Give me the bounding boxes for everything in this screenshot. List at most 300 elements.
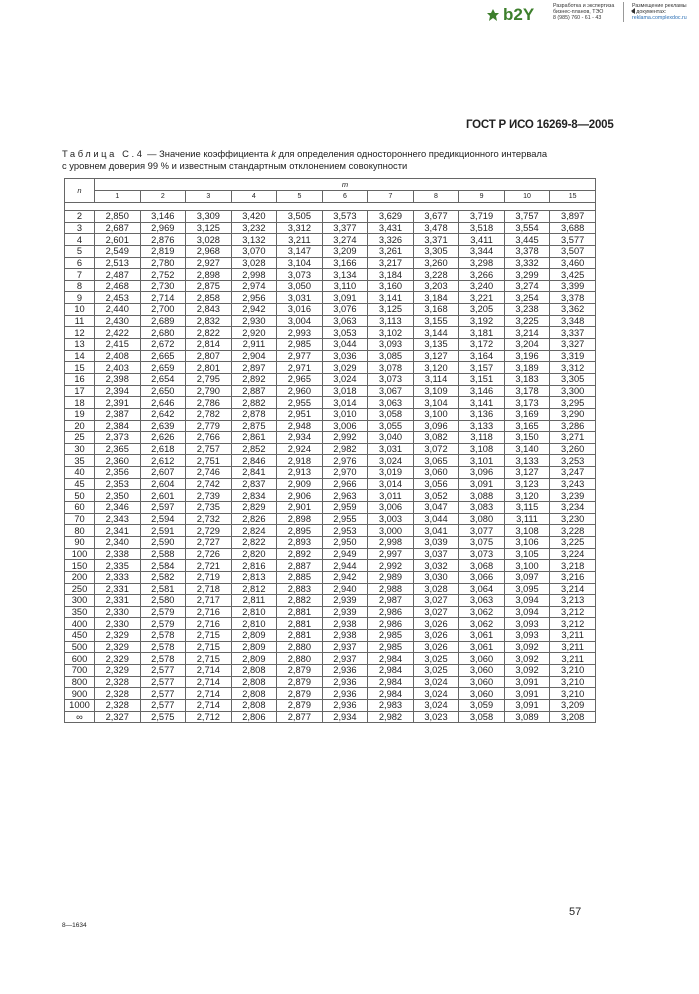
k-value-cell: 2,829: [231, 502, 277, 514]
k-value-cell: 2,898: [186, 269, 232, 281]
k-value-cell: 3,445: [504, 234, 550, 246]
k-value-cell: 2,960: [277, 385, 323, 397]
k-value-cell: 3,261: [368, 245, 414, 257]
k-value-cell: 3,026: [413, 618, 459, 630]
k-value-cell: 3,070: [231, 245, 277, 257]
table-row: [65, 548, 596, 560]
k-value-cell: 2,944: [322, 560, 368, 572]
caption-k: k: [271, 148, 276, 159]
caption-line2: с уровнем доверия 99 % и известным стандартным отклонением совокупности: [62, 159, 408, 171]
k-value-cell: 2,822: [186, 327, 232, 339]
k-value-cell: 3,073: [459, 548, 505, 560]
n-cell: 90: [65, 536, 95, 548]
k-value-cell: 2,822: [231, 536, 277, 548]
k-value-cell: 3,212: [550, 618, 596, 630]
k-value-cell: 3,003: [368, 513, 414, 525]
k-value-cell: 2,832: [186, 315, 232, 327]
k-value-cell: 3,378: [550, 292, 596, 304]
k-value-cell: 2,331: [95, 595, 141, 607]
k-value-cell: 3,108: [504, 525, 550, 537]
table-row: [65, 618, 596, 630]
n-cell: 14: [65, 350, 95, 362]
k-value-cell: 2,422: [95, 327, 141, 339]
k-value-cell: 2,942: [231, 304, 277, 316]
k-value-cell: 2,977: [277, 350, 323, 362]
k-value-cell: 3,629: [368, 211, 414, 223]
k-value-cell: 2,937: [322, 641, 368, 653]
k-value-cell: 2,819: [140, 245, 186, 257]
k-value-cell: 3,505: [277, 211, 323, 223]
k-value-cell: 2,752: [140, 269, 186, 281]
k-value-cell: 2,930: [231, 315, 277, 327]
n-cell: 80: [65, 525, 95, 537]
k-value-cell: 2,732: [186, 513, 232, 525]
table-row: [65, 350, 596, 362]
ad-line: в документах:: [632, 9, 667, 16]
k-value-cell: 3,205: [459, 304, 505, 316]
k-value-cell: 3,113: [368, 315, 414, 327]
k-value-cell: 2,955: [277, 397, 323, 409]
k-value-cell: 2,976: [322, 455, 368, 467]
k-value-cell: 2,384: [95, 420, 141, 432]
k-value-cell: 2,360: [95, 455, 141, 467]
k-value-cell: 3,274: [322, 234, 368, 246]
k-value-cell: 3,028: [231, 257, 277, 269]
k-value-cell: 2,394: [95, 385, 141, 397]
k-value-cell: 2,746: [186, 467, 232, 479]
n-cell: 350: [65, 606, 95, 618]
table-row: [65, 234, 596, 246]
k-value-cell: 3,039: [413, 536, 459, 548]
k-value-cell: 3,677: [413, 211, 459, 223]
k-value-cell: 3,063: [368, 397, 414, 409]
k-value-cell: 2,920: [231, 327, 277, 339]
k-value-cell: 2,936: [322, 688, 368, 700]
n-cell: 13: [65, 339, 95, 351]
k-value-cell: 2,639: [140, 420, 186, 432]
k-value-cell: 2,808: [231, 676, 277, 688]
k-value-cell: 2,955: [322, 513, 368, 525]
logo-text: b2Y: [503, 5, 535, 24]
n-cell: 25: [65, 432, 95, 444]
table-row: [65, 653, 596, 665]
k-value-cell: 3,089: [504, 711, 550, 723]
k-value-cell: 2,809: [231, 641, 277, 653]
b2y-logo[interactable]: [486, 5, 534, 25]
k-value-cell: 3,305: [413, 245, 459, 257]
k-value-cell: 3,010: [322, 408, 368, 420]
k-value-cell: 3,178: [504, 385, 550, 397]
k-value-cell: 3,239: [550, 490, 596, 502]
n-cell: 11: [65, 315, 95, 327]
k-value-cell: 2,948: [277, 420, 323, 432]
k-value-cell: 2,810: [231, 618, 277, 630]
n-cell: 6: [65, 257, 95, 269]
k-value-cell: 2,846: [231, 455, 277, 467]
k-value-cell: 3,025: [413, 653, 459, 665]
k-value-cell: 3,140: [504, 443, 550, 455]
table-row: [65, 420, 596, 432]
table-row: [65, 443, 596, 455]
k-value-cell: 2,885: [277, 571, 323, 583]
k-value-cell: 3,897: [550, 211, 596, 223]
k-value-cell: 2,801: [186, 362, 232, 374]
table-row: [65, 699, 596, 711]
k-value-cell: 3,014: [322, 397, 368, 409]
k-value-cell: 3,108: [459, 443, 505, 455]
n-header: n: [65, 179, 95, 203]
k-value-cell: 3,210: [550, 676, 596, 688]
k-value-cell: 3,024: [368, 455, 414, 467]
k-value-cell: 2,714: [186, 699, 232, 711]
caption-label: Таблица С.4: [62, 148, 145, 159]
k-value-cell: 3,092: [504, 641, 550, 653]
n-cell: 10: [65, 304, 95, 316]
k-value-cell: 2,809: [231, 653, 277, 665]
k-value-cell: 2,591: [140, 525, 186, 537]
k-value-cell: 2,939: [322, 606, 368, 618]
k-value-cell: 3,052: [413, 490, 459, 502]
k-value-cell: 3,337: [550, 327, 596, 339]
k-value-cell: 3,076: [322, 304, 368, 316]
k-value-cell: 3,101: [459, 455, 505, 467]
k-value-cell: 2,726: [186, 548, 232, 560]
k-value-cell: 3,266: [459, 269, 505, 281]
k-value-cell: 3,218: [550, 560, 596, 572]
k-value-cell: 2,881: [277, 630, 323, 642]
k-value-cell: 2,918: [277, 455, 323, 467]
k-value-cell: 3,091: [459, 478, 505, 490]
k-value-cell: 2,809: [231, 630, 277, 642]
k-value-cell: 2,727: [186, 536, 232, 548]
k-value-cell: 3,230: [550, 513, 596, 525]
k-value-cell: 3,184: [368, 269, 414, 281]
k-value-cell: 2,956: [231, 292, 277, 304]
k-value-cell: 2,646: [140, 397, 186, 409]
table-row: [65, 257, 596, 269]
k-value-cell: 2,968: [186, 245, 232, 257]
k-value-cell: 2,665: [140, 350, 186, 362]
k-value-cell: 2,329: [95, 641, 141, 653]
k-value-cell: 2,911: [231, 339, 277, 351]
k-value-cell: 3,102: [368, 327, 414, 339]
k-value-cell: 2,901: [277, 502, 323, 514]
k-value-cell: 2,882: [277, 595, 323, 607]
table-row: [65, 664, 596, 676]
m-value-header: 15: [550, 191, 596, 203]
k-value-cell: 3,168: [413, 304, 459, 316]
k-value-cell: 2,965: [277, 373, 323, 385]
m-value-header: 2: [140, 191, 186, 203]
k-value-cell: 2,365: [95, 443, 141, 455]
k-value-cell: 3,211: [550, 630, 596, 642]
k-value-cell: 2,642: [140, 408, 186, 420]
k-value-cell: 2,879: [277, 664, 323, 676]
k-value-cell: 2,986: [368, 618, 414, 630]
k-value-cell: 3,031: [277, 292, 323, 304]
k-value-cell: 3,031: [368, 443, 414, 455]
k-value-cell: 2,468: [95, 280, 141, 292]
k-value-cell: 3,146: [459, 385, 505, 397]
k-value-cell: 3,166: [322, 257, 368, 269]
k-value-cell: 2,897: [231, 362, 277, 374]
k-value-cell: 3,024: [413, 688, 459, 700]
k-value-cell: 2,350: [95, 490, 141, 502]
k-value-cell: 2,834: [231, 490, 277, 502]
k-value-cell: 3,085: [368, 350, 414, 362]
k-value-cell: 3,169: [504, 408, 550, 420]
ad-line: бизнес-планов, ТЭО: [553, 9, 604, 16]
table-row: [65, 432, 596, 444]
k-value-cell: 2,582: [140, 571, 186, 583]
k-value-cell: 2,989: [368, 571, 414, 583]
k-value-cell: 3,189: [504, 362, 550, 374]
ad-line: 8 (985) 760 - 61 - 43: [553, 15, 602, 22]
k-value-cell: 3,136: [459, 408, 505, 420]
k-value-cell: 3,157: [459, 362, 505, 374]
k-value-cell: 2,814: [186, 339, 232, 351]
n-cell: 16: [65, 373, 95, 385]
k-value-cell: 3,088: [459, 490, 505, 502]
k-value-cell: 2,837: [231, 478, 277, 490]
k-value-cell: 2,601: [140, 490, 186, 502]
k-value-cell: 3,024: [322, 373, 368, 385]
k-value-cell: 2,580: [140, 595, 186, 607]
m-value-header: 10: [504, 191, 550, 203]
k-value-cell: 3,298: [459, 257, 505, 269]
k-value-cell: 2,594: [140, 513, 186, 525]
k-value-cell: 2,998: [368, 536, 414, 548]
k-value-cell: 3,068: [459, 560, 505, 572]
k-value-cell: 3,028: [413, 583, 459, 595]
k-value-cell: 3,260: [413, 257, 459, 269]
k-value-cell: 2,992: [322, 432, 368, 444]
k-value-cell: 3,073: [368, 373, 414, 385]
table-row: [65, 245, 596, 257]
k-value-cell: 3,344: [459, 245, 505, 257]
table-row: [65, 385, 596, 397]
k-value-cell: 3,377: [322, 222, 368, 234]
k-value-cell: 2,934: [277, 432, 323, 444]
k-value-cell: 3,111: [504, 513, 550, 525]
k-value-cell: 3,072: [413, 443, 459, 455]
k-value-cell: 3,300: [550, 385, 596, 397]
table-row: [65, 269, 596, 281]
k-value-cell: 2,963: [322, 490, 368, 502]
k-value-cell: 2,988: [368, 583, 414, 595]
k-value-cell: 2,892: [231, 373, 277, 385]
k-value-cell: 3,290: [550, 408, 596, 420]
table-body: [65, 211, 596, 723]
k-value-cell: 2,607: [140, 467, 186, 479]
k-value-cell: 2,966: [322, 478, 368, 490]
k-value-cell: 2,858: [186, 292, 232, 304]
k-value-cell: 3,030: [413, 571, 459, 583]
k-value-cell: 2,934: [322, 711, 368, 723]
k-value-cell: 2,893: [277, 536, 323, 548]
k-value-cell: 2,346: [95, 502, 141, 514]
k-value-cell: 3,060: [459, 653, 505, 665]
k-value-cell: 2,812: [231, 583, 277, 595]
table-row: [65, 339, 596, 351]
k-value-cell: 3,211: [550, 653, 596, 665]
k-value-cell: 2,887: [277, 560, 323, 572]
k-value-cell: 3,096: [459, 467, 505, 479]
k-value-cell: 3,312: [550, 362, 596, 374]
table-row: [65, 222, 596, 234]
m-value-header: 7: [368, 191, 414, 203]
k-value-cell: 3,073: [277, 269, 323, 281]
k-value-cell: 2,601: [95, 234, 141, 246]
k-value-cell: 3,254: [504, 292, 550, 304]
k-value-cell: 2,715: [186, 630, 232, 642]
k-value-cell: 2,938: [322, 630, 368, 642]
k-value-cell: 3,172: [459, 339, 505, 351]
ad-line: Размещение рекламы: [632, 3, 687, 9]
k-value-cell: 2,612: [140, 455, 186, 467]
k-value-cell: 2,453: [95, 292, 141, 304]
k-value-cell: 3,425: [550, 269, 596, 281]
k-value-cell: 3,228: [413, 269, 459, 281]
k-value-cell: 2,575: [140, 711, 186, 723]
k-value-cell: 2,513: [95, 257, 141, 269]
table-row: [65, 362, 596, 374]
n-cell: 5: [65, 245, 95, 257]
k-value-cell: 2,876: [140, 234, 186, 246]
k-value-cell: 3,518: [459, 222, 505, 234]
table-row: [65, 688, 596, 700]
k-value-cell: 2,338: [95, 548, 141, 560]
k-value-cell: 3,105: [504, 548, 550, 560]
k-value-cell: 2,687: [95, 222, 141, 234]
k-value-cell: 2,861: [231, 432, 277, 444]
k-value-cell: 3,210: [550, 688, 596, 700]
k-value-cell: 2,892: [277, 548, 323, 560]
k-value-cell: 3,056: [413, 478, 459, 490]
k-value-cell: 3,110: [322, 280, 368, 292]
k-value-cell: 2,993: [277, 327, 323, 339]
k-value-cell: 2,806: [231, 711, 277, 723]
k-value-cell: 3,058: [368, 408, 414, 420]
k-value-cell: 2,880: [277, 653, 323, 665]
n-cell: 3: [65, 222, 95, 234]
k-value-cell: 3,271: [550, 432, 596, 444]
k-value-cell: 3,059: [459, 699, 505, 711]
k-value-cell: 3,094: [504, 595, 550, 607]
k-value-cell: 3,062: [459, 618, 505, 630]
k-value-cell: 3,044: [322, 339, 368, 351]
k-value-cell: 3,091: [504, 676, 550, 688]
n-cell: 200: [65, 571, 95, 583]
k-value-cell: 2,881: [277, 606, 323, 618]
k-value-cell: 2,984: [368, 688, 414, 700]
k-value-cell: 3,104: [277, 257, 323, 269]
k-value-cell: 3,058: [459, 711, 505, 723]
k-value-cell: 2,852: [231, 443, 277, 455]
k-value-cell: 3,100: [504, 560, 550, 572]
k-value-cell: 2,992: [368, 560, 414, 572]
n-cell: 12: [65, 327, 95, 339]
k-value-cell: 2,940: [322, 583, 368, 595]
ad-link[interactable]: reklama.complexdoc.ru: [632, 15, 687, 22]
ad-text-right[interactable]: [632, 3, 687, 22]
k-value-cell: 3,240: [459, 280, 505, 292]
k-value-cell: 3,094: [504, 606, 550, 618]
k-value-cell: 2,810: [231, 606, 277, 618]
n-cell: 800: [65, 676, 95, 688]
n-cell: 4: [65, 234, 95, 246]
k-value-cell: 3,399: [550, 280, 596, 292]
k-value-cell: 2,735: [186, 502, 232, 514]
table-row: [65, 583, 596, 595]
n-cell: 300: [65, 595, 95, 607]
k-value-cell: 2,581: [140, 583, 186, 595]
k-value-cell: 3,286: [550, 420, 596, 432]
k-value-cell: 2,904: [231, 350, 277, 362]
k-value-cell: 3,260: [550, 443, 596, 455]
n-cell: 2: [65, 211, 95, 223]
k-value-cell: 2,729: [186, 525, 232, 537]
k-value-cell: 3,027: [413, 595, 459, 607]
k-value-cell: 2,579: [140, 618, 186, 630]
k-value-cell: 3,024: [413, 699, 459, 711]
k-value-cell: 2,650: [140, 385, 186, 397]
k-value-cell: 2,766: [186, 432, 232, 444]
k-value-cell: 3,123: [504, 478, 550, 490]
k-value-cell: 2,716: [186, 618, 232, 630]
k-value-cell: 2,403: [95, 362, 141, 374]
table-row: [65, 536, 596, 548]
k-value-cell: 3,062: [459, 606, 505, 618]
table-row: [65, 711, 596, 723]
k-value-cell: 2,790: [186, 385, 232, 397]
k-value-cell: 3,196: [504, 350, 550, 362]
k-value-cell: 2,987: [368, 595, 414, 607]
k-value-cell: 3,211: [277, 234, 323, 246]
k-value-cell: 3,011: [368, 490, 414, 502]
k-value-cell: 2,883: [277, 583, 323, 595]
k-value-cell: 3,036: [322, 350, 368, 362]
k-value-cell: 3,133: [504, 455, 550, 467]
k-value-cell: 3,305: [550, 373, 596, 385]
k-value-cell: 2,959: [322, 502, 368, 514]
k-value-cell: 3,507: [550, 245, 596, 257]
k-value-cell: 3,204: [504, 339, 550, 351]
k-value-cell: 2,333: [95, 571, 141, 583]
ad-text-left: [553, 3, 614, 22]
k-value-cell: 2,779: [186, 420, 232, 432]
k-value-cell: 2,329: [95, 664, 141, 676]
k-value-cell: 2,356: [95, 467, 141, 479]
k-value-cell: 2,330: [95, 606, 141, 618]
k-value-cell: 3,023: [413, 711, 459, 723]
table-row: [65, 571, 596, 583]
k-value-cell: 3,065: [413, 455, 459, 467]
k-value-cell: 3,004: [277, 315, 323, 327]
k-value-cell: 3,164: [459, 350, 505, 362]
k-value-cell: 3,037: [413, 548, 459, 560]
k-value-cell: 2,353: [95, 478, 141, 490]
k-value-cell: 3,006: [322, 420, 368, 432]
k-value-cell: 3,127: [504, 467, 550, 479]
k-value-cell: 2,808: [231, 688, 277, 700]
k-value-cell: 2,808: [231, 664, 277, 676]
k-value-cell: 2,742: [186, 478, 232, 490]
n-cell: 35: [65, 455, 95, 467]
table-row: [65, 502, 596, 514]
k-value-cell: 3,055: [368, 420, 414, 432]
k-value-cell: 3,125: [368, 304, 414, 316]
